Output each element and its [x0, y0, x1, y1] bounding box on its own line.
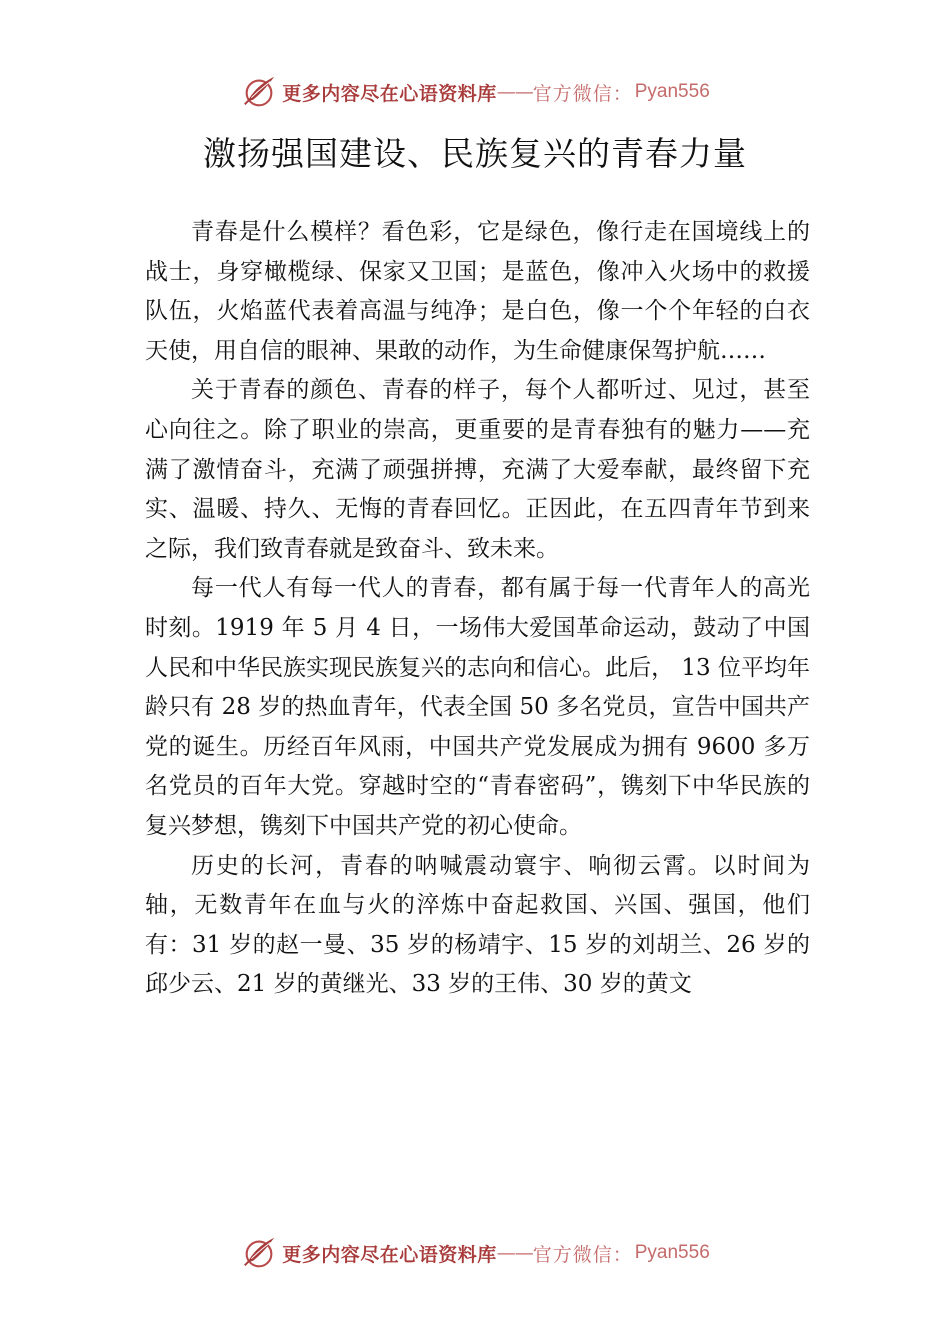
feather-swirl-logo-icon	[240, 1234, 278, 1272]
banner-wechat-label: 官方微信：	[532, 1243, 633, 1266]
banner-wechat-id: Pyan556	[634, 1242, 710, 1263]
paragraph-3: 每一代人有每一代人的青春，都有属于每一代青年人的高光时刻。1919 年 5 月 4 日，一场伟大爱国革命运动，鼓动了中国人民和中华民族实现民族复兴的志向和信心。此后， 13 位平均年龄只有 28 岁的热血青年，代表全国 50 多名党员，宣告中国共产党的诞生。历经百年风雨，中国共产党发展成为拥有 9600 多万名党员的百年大党。穿越时空的“青春密码”，镌刻下中华民族的复兴梦想，镌刻下中国共产党的初心使命。	[145, 575, 810, 839]
article-body	[145, 213, 810, 1005]
banner-brand-text: 更多内容尽在心语资料库	[282, 1243, 497, 1266]
banner-separator: ——	[496, 1242, 533, 1264]
feather-swirl-logo-icon	[240, 73, 278, 111]
paragraph-1: 青春是什么模样？看色彩，它是绿色，像行走在国境线上的战士，身穿橄榄绿、保家又卫国；是蓝色，像冲入火场中的救援队伍，火焰蓝代表着高温与纯净；是白色，像一个个年轻的白衣天使，用自信的眼神、果敢的动作，为生命健康保驾护航……	[145, 219, 810, 364]
banner-wechat-label: 官方微信：	[532, 82, 633, 105]
paragraph-4: 历史的长河，青春的呐喊震动寰宇、响彻云霄。以时间为轴，无数青年在血与火的淬炼中奋起救国、兴国、强国，他们有：31 岁的赵一曼、35 岁的杨靖宇、15 岁的刘胡兰、26 岁的邱少云、21 岁的黄继光、33 岁的王伟、30 岁的黄文	[145, 852, 810, 998]
page-title: 激扬强国建设、民族复兴的青春力量	[203, 134, 747, 173]
banner-wechat-id: Pyan556	[634, 81, 710, 102]
footer-banner	[0, 1233, 950, 1273]
paragraph-2: 关于青春的颜色、青春的样子，每个人都听过、见过，甚至心向往之。除了职业的崇高，更重要的是青春独有的魅力——充满了激情奋斗，充满了顽强拼搏，充满了大爱奉献，最终留下充实、温暖、持久、无悔的青春回忆。正因此，在五四青年节到来之际，我们致青春就是致奋斗、致未来。	[145, 377, 810, 562]
banner-brand-text: 更多内容尽在心语资料库	[282, 82, 497, 105]
header-banner	[0, 72, 950, 112]
banner-separator: ——	[496, 81, 533, 103]
